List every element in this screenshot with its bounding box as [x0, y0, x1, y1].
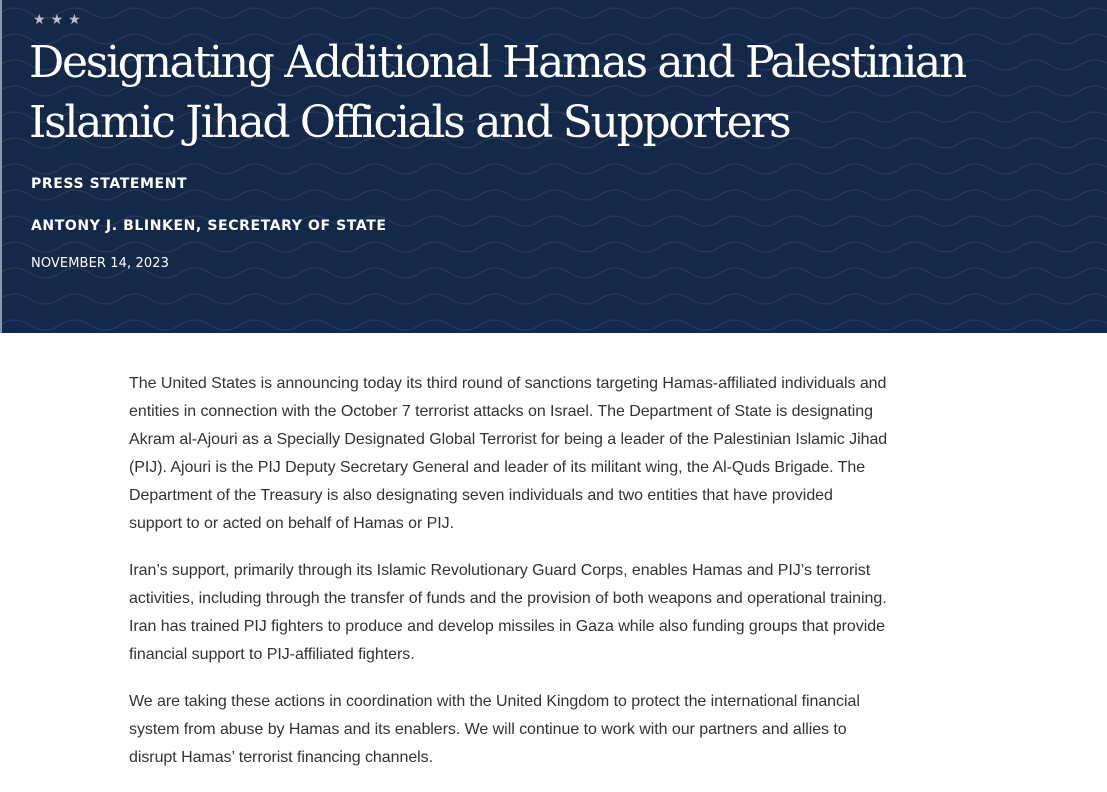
body-paragraph: The United States is announcing today its third round of sanctions targeting Hamas-affiliated individuals and entities in connection with the October 7 terrorist attacks on Israel. The Department of State is designating Akram al-Ajouri as a Specially Designated Global Terrorist for being a leader of the Palestinian Islamic Jihad (PIJ). Ajouri is the PIJ Deputy Secretary General and leader of its militant wing, the Al-Quds Brigade. The Department of the Treasury is also designating seven individuals and two entities that have provided support to or acted on behalf of Hamas or PIJ. [129, 375, 888, 532]
star-icon: ★ [33, 12, 46, 28]
statement-body [129, 370, 889, 791]
star-icon: ★ [68, 12, 81, 28]
statement-type: PRESS STATEMENT [31, 176, 188, 192]
body-paragraph: We are taking these actions in coordination with the United Kingdom to protect the international financial system from abuse by Hamas and its enablers. We will continue to work with our partners and allies to disrupt Hamas’ terrorist financing channels. [129, 693, 860, 766]
page-title: Designating Additional Hamas and Palestinian Islamic Jihad Officials and Supporters [29, 37, 965, 148]
statement-author: ANTONY J. BLINKEN, SECRETARY OF STATE [31, 218, 387, 234]
star-icon: ★ [50, 12, 64, 28]
body-paragraph: Iran’s support, primarily through its Islamic Revolutionary Guard Corps, enables Hamas and PIJ’s terrorist activities, including through the transfer of funds and the provision of both weapons and operational training. Iran has trained PIJ fighters to produce and develop missiles in Gaza while also funding groups that provide financial support to PIJ-affiliated fighters. [129, 562, 887, 663]
stars-emblem [33, 12, 81, 28]
header-accent-bar [0, 0, 2, 333]
page-header [0, 0, 1107, 333]
statement-date: NOVEMBER 14, 2023 [31, 256, 169, 271]
